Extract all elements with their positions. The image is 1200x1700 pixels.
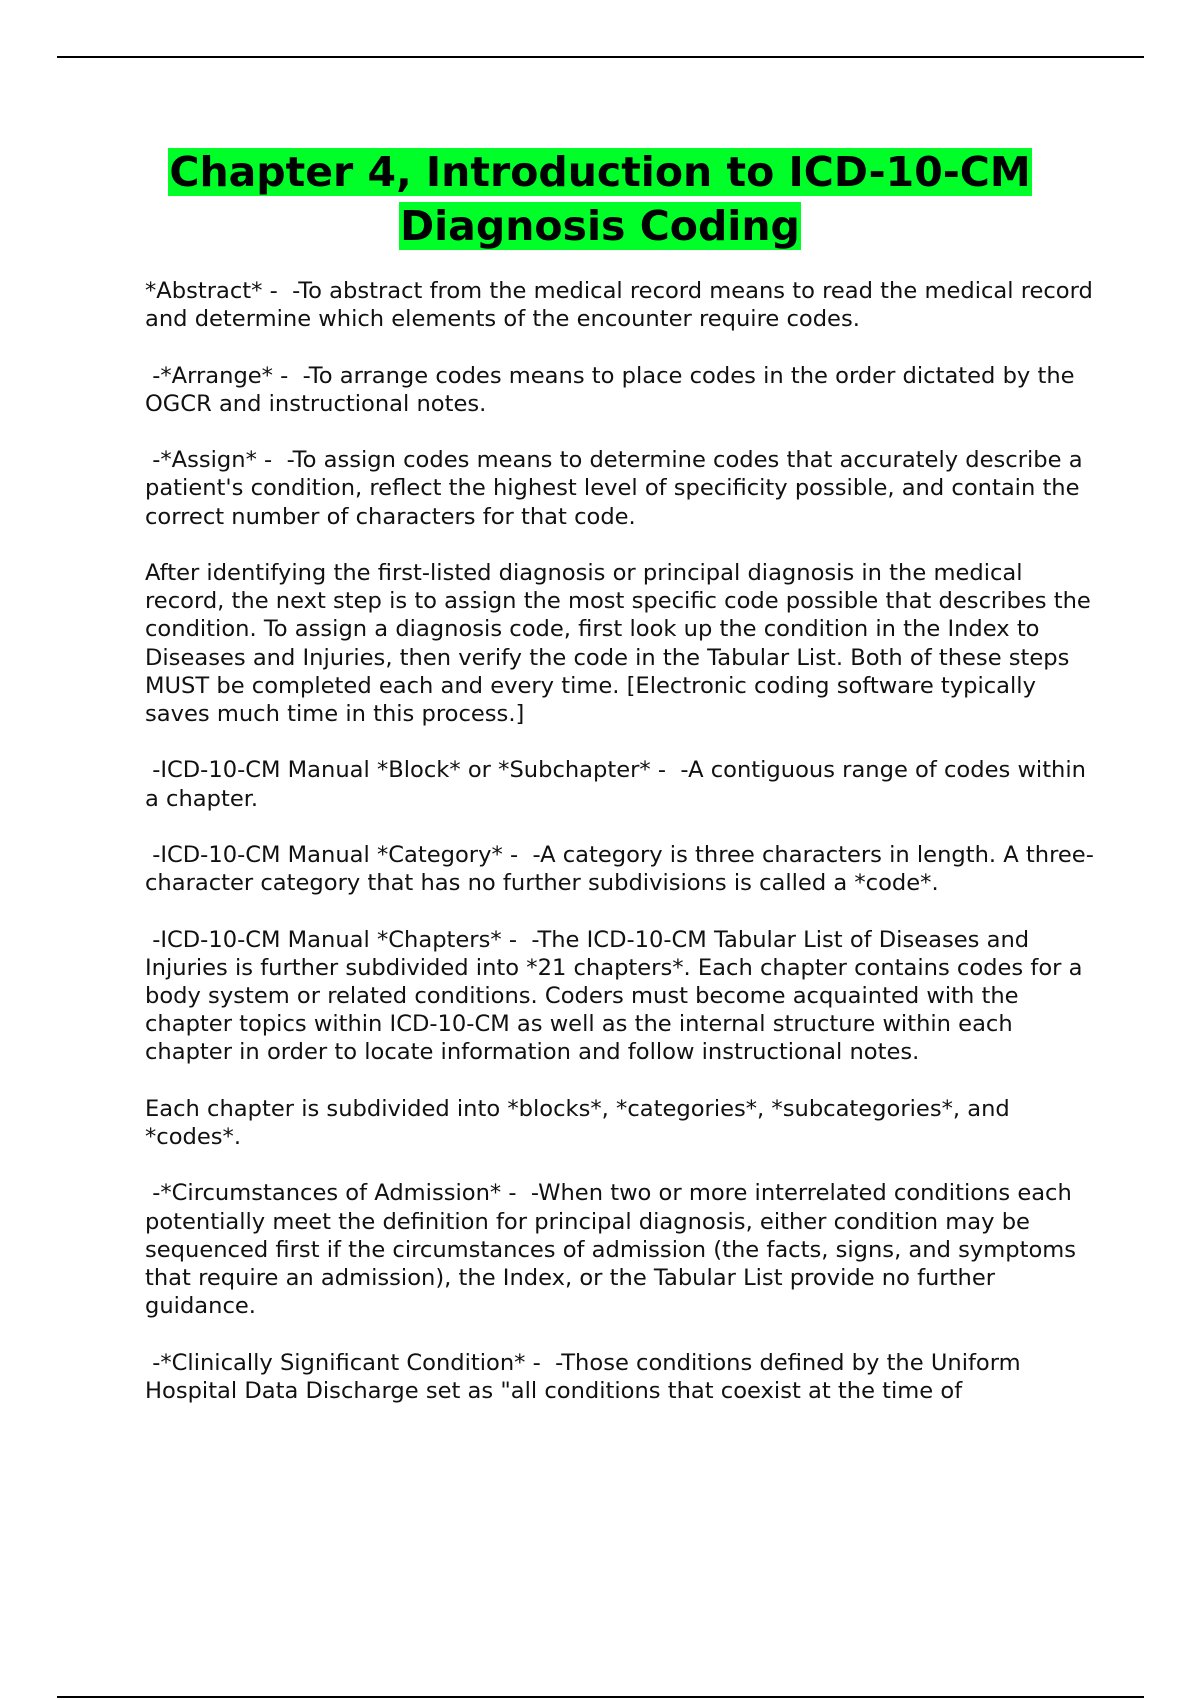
- document-body: [145, 277, 1101, 1433]
- paragraph-category: -ICD-10-CM Manual *Category* - -A category is three characters in length. A three-character category that has no further subdivisions is called a *code*.: [145, 841, 1094, 897]
- paragraph-chapter-subdivision: Each chapter is subdivided into *blocks*, *categories*, *subcategories*, and *codes*.: [145, 1095, 1017, 1150]
- paragraph-circumstances-of-admission: -*Circumstances of Admission* - -When two or more interrelated conditions each potentially meet the definition for principal diagnosis, either condition may be sequenced first if the circumstances of admission (the facts, signs, and symptoms that require an admission), the Index, or the Tabular List provide no further guidance.: [145, 1180, 1084, 1320]
- top-rule: [57, 56, 1144, 58]
- title-highlight: Chapter 4, Introduction to ICD-10-CM Diagnosis Coding: [169, 148, 1031, 250]
- paragraph-assign: -*Assign* - -To assign codes means to determine codes that accurately describe a patient's condition, reflect the highest level of specificity possible, and contain the correct number of characters for that code.: [145, 447, 1090, 530]
- paragraph-clinically-significant-condition: -*Clinically Significant Condition* - -Those conditions defined by the Uniform Hospital Data Discharge set as "all conditions that coexist at the time of: [145, 1349, 1028, 1404]
- paragraph-assign-details: After identifying the first-listed diagnosis or principal diagnosis in the medical record, the next step is to assign the most specific code possible that describes the condition. To assign a diagnosis code, first look up the condition in the Index to Diseases and Injuries, then verify the code in the Tabular List. Both of these steps MUST be completed each and every time. [Electronic coding software typically saves much time in this process.]: [145, 559, 1099, 727]
- paragraph-block: -ICD-10-CM Manual *Block* or *Subchapter* - -A contiguous range of codes within a chapter.: [145, 757, 1094, 812]
- bottom-rule: [57, 1696, 1144, 1698]
- paragraph-chapters: -ICD-10-CM Manual *Chapters* - -The ICD-10-CM Tabular List of Diseases and Injuries is further subdivided into *21 chapters*. Each chapter contains codes for a body system or related conditions. Coders must become acquainted with the chapter topics within ICD-10-CM as well as the internal structure within each chapter in order to locate information and follow instructional notes.: [145, 926, 1090, 1066]
- paragraph-arrange: -*Arrange* - -To arrange codes means to place codes in the order dictated by the OGCR and instructional notes.: [145, 362, 1082, 417]
- page-title: [60, 145, 1140, 253]
- paragraph-abstract: *Abstract* - -To abstract from the medical record means to read the medical record and determine which elements of the encounter require codes.: [145, 278, 1101, 333]
